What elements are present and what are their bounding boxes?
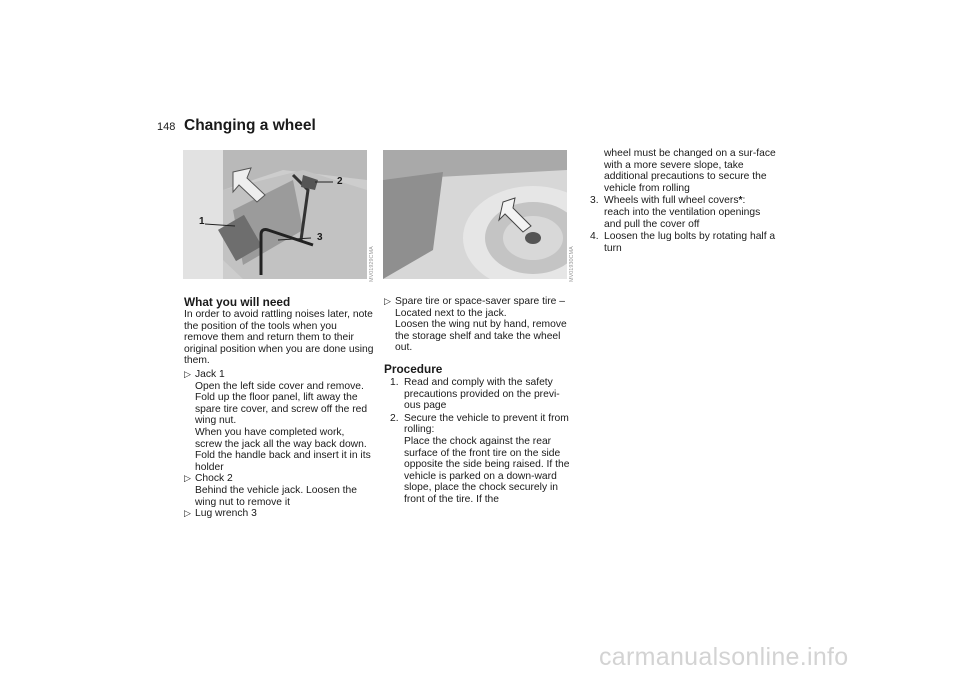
step-4: 4. Loosen the lug bolts by rotating half a turn — [590, 231, 776, 254]
watermark: carmanualsonline.info — [599, 643, 849, 671]
triangle-bullet-icon: ▷ — [184, 368, 191, 379]
triangle-bullet-icon: ▷ — [184, 508, 191, 519]
column-procedure — [384, 296, 576, 506]
triangle-bullet-icon: ▷ — [384, 296, 391, 306]
intro-paragraph: In order to avoid rattling noises later, note the position of the tools when you remove them and return them to their original position when you are done using them. — [184, 309, 374, 367]
column-what-you-need — [184, 296, 374, 520]
page-title: Changing a wheel — [184, 117, 316, 134]
step-1: 1. Read and comply with the safety precautions provided on the previ-ous page — [390, 376, 560, 412]
spare-tire-photo — [383, 150, 567, 279]
image-code-2: MV01930CMA — [569, 246, 575, 282]
image-code-1: MV01929CMA — [369, 246, 375, 282]
tools-illustration — [183, 150, 367, 279]
spare-tire-illustration — [383, 150, 567, 279]
list-item-chock: ▷ Chock 2 Behind the vehicle jack. Loosen the wing nut to remove it — [184, 473, 358, 508]
section-heading-what-you-need: What you will need — [184, 295, 291, 309]
triangle-bullet-icon: ▷ — [184, 473, 191, 484]
section-heading-procedure: Procedure — [384, 361, 443, 376]
list-item-spare-tire: ▷ Spare tire or space-saver spare tire – Located next to the jack. Loosen the wing nut by hand, remove the storage shelf and take the wheel out. — [384, 296, 567, 354]
step-3: 3. Wheels with full wheel covers*: reach into the ventilation openings and pull the cover off — [590, 195, 761, 230]
optional-equipment-asterisk: * — [738, 195, 743, 207]
list-item-jack: ▷ Jack 1 Open the left side cover and remove. Fold up the floor panel, lift away the spare tire cover, and screw off the red wing nut. When you have completed work, screw the jack all the way back down. Fold the handle back and insert it in its holder — [184, 368, 371, 473]
column-procedure-continued — [584, 148, 776, 254]
callout-2: 2 — [337, 176, 343, 187]
tools-photo — [183, 150, 367, 279]
callout-1: 1 — [199, 216, 205, 227]
list-item-lug-wrench: ▷ Lug wrench 3 — [184, 508, 257, 520]
callout-3: 3 — [317, 232, 323, 243]
step-2-continued: wheel must be changed on a sur-face with a more severe slope, take additional precautions to secure the vehicle from rolling — [604, 148, 776, 194]
page-number: 148 — [157, 121, 176, 133]
step-2: 2. Secure the vehicle to prevent it from rolling: Place the chock against the rear surface of the front tire on the side opposite the side being raised. If the vehicle is parked on a down-ward slope, place the chock securely in front of the tire. If the — [390, 412, 570, 505]
